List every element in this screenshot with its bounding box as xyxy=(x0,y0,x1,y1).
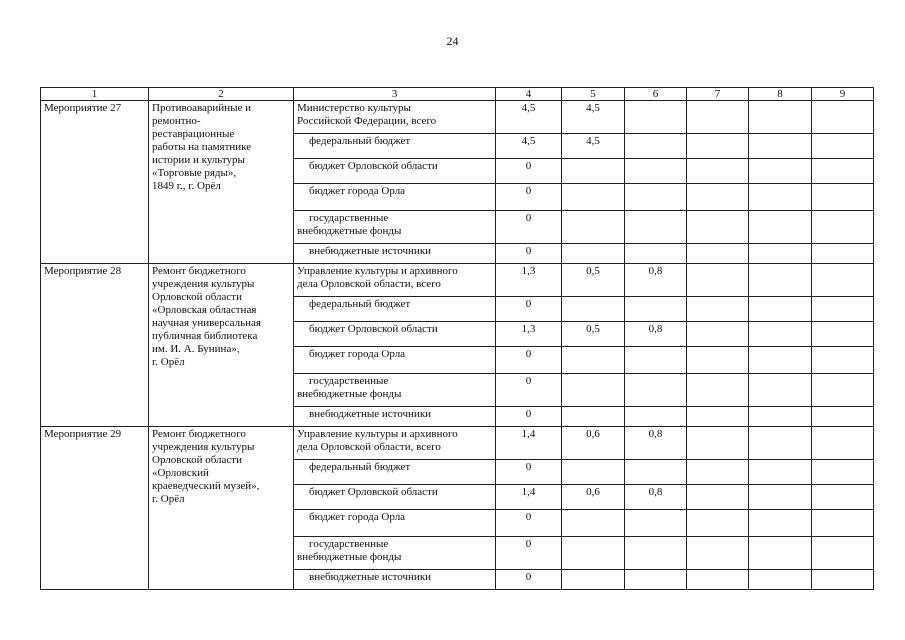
value-cell-c5 xyxy=(562,460,625,485)
funding-source-line: бюджет города Орла xyxy=(309,348,406,360)
value-cell-c4: 4,5 xyxy=(496,134,562,159)
value-cell-c9 xyxy=(812,322,874,347)
value-cell-c6 xyxy=(625,134,687,159)
funding-source-line: Управление культуры и архивного xyxy=(297,265,458,277)
description-line: 1849 г., г. Орёл xyxy=(152,180,221,192)
value-cell-c4: 0 xyxy=(496,510,562,537)
funding-source-line: внебюджетные фонды xyxy=(297,388,402,400)
value-cell-c8 xyxy=(749,244,812,264)
value-cell-c9 xyxy=(812,184,874,211)
value-cell-c8 xyxy=(749,510,812,537)
funding-source xyxy=(294,427,496,460)
description-line: г. Орёл xyxy=(152,493,185,505)
description-line: г. Орёл xyxy=(152,356,185,368)
value-cell-c6 xyxy=(625,347,687,374)
description-line: «Торговые ряды», xyxy=(152,167,237,179)
value-cell-c6: 0,8 xyxy=(625,264,687,297)
value-cell-c6 xyxy=(625,244,687,264)
funding-source-line: Управление культуры и архивного xyxy=(297,428,458,440)
funding-source-line: государственные xyxy=(309,375,389,387)
funding-source xyxy=(294,460,496,485)
value-cell-c8 xyxy=(749,297,812,322)
value-cell-c7 xyxy=(687,570,749,590)
value-cell-c8 xyxy=(749,322,812,347)
value-cell-c4: 1,4 xyxy=(496,427,562,460)
value-cell-c8 xyxy=(749,485,812,510)
value-cell-c7 xyxy=(687,460,749,485)
value-cell-c5 xyxy=(562,374,625,407)
value-cell-c5 xyxy=(562,159,625,184)
description-line: реставрационные xyxy=(152,128,235,140)
column-header-5: 5 xyxy=(562,88,625,101)
value-cell-c7 xyxy=(687,427,749,460)
funding-source-line: дела Орловской области, всего xyxy=(297,278,441,290)
funding-source xyxy=(294,485,496,510)
table-row xyxy=(41,101,874,134)
funding-source-line: бюджет города Орла xyxy=(309,511,406,523)
value-cell-c9 xyxy=(812,374,874,407)
funding-source xyxy=(294,101,496,134)
header-row xyxy=(41,88,874,101)
column-header-3: 3 xyxy=(294,88,496,101)
value-cell-c8 xyxy=(749,211,812,244)
funding-source xyxy=(294,244,496,264)
value-cell-c5: 0,5 xyxy=(562,264,625,297)
value-cell-c9 xyxy=(812,134,874,159)
value-cell-c9 xyxy=(812,407,874,427)
description-line: ремонтно- xyxy=(152,115,201,127)
value-cell-c7 xyxy=(687,264,749,297)
event-description xyxy=(149,427,294,590)
description-line: учреждения культуры xyxy=(152,278,255,290)
funding-source xyxy=(294,211,496,244)
description-line: «Орловский xyxy=(152,467,209,479)
funding-source-line: внебюджетные фонды xyxy=(297,225,402,237)
value-cell-c7 xyxy=(687,101,749,134)
funding-source xyxy=(294,537,496,570)
column-header-2: 2 xyxy=(149,88,294,101)
funding-source xyxy=(294,570,496,590)
description-line: краеведческий музей», xyxy=(152,480,260,492)
column-header-9: 9 xyxy=(812,88,874,101)
funding-source-line: государственные xyxy=(309,212,389,224)
value-cell-c8 xyxy=(749,570,812,590)
description-line: Орловской области xyxy=(152,454,242,466)
funding-source xyxy=(294,322,496,347)
value-cell-c4: 0 xyxy=(496,184,562,211)
funding-source xyxy=(294,134,496,159)
column-header-6: 6 xyxy=(625,88,687,101)
value-cell-c5 xyxy=(562,570,625,590)
value-cell-c8 xyxy=(749,264,812,297)
value-cell-c5: 4,5 xyxy=(562,101,625,134)
funding-source-line: внебюджетные источники xyxy=(309,571,432,583)
description-line: Противоаварийные и xyxy=(152,102,251,114)
value-cell-c9 xyxy=(812,101,874,134)
value-cell-c5: 0,5 xyxy=(562,322,625,347)
value-cell-c6 xyxy=(625,184,687,211)
funding-source-line: государственные xyxy=(309,538,389,550)
column-header-7: 7 xyxy=(687,88,749,101)
event-description xyxy=(149,264,294,427)
value-cell-c8 xyxy=(749,134,812,159)
funding-source xyxy=(294,297,496,322)
funding-source-line: бюджет Орловской области xyxy=(309,160,438,172)
column-header-1: 1 xyxy=(41,88,149,101)
value-cell-c9 xyxy=(812,347,874,374)
value-cell-c5: 0,6 xyxy=(562,427,625,460)
value-cell-c9 xyxy=(812,570,874,590)
value-cell-c6 xyxy=(625,407,687,427)
value-cell-c7 xyxy=(687,485,749,510)
value-cell-c7 xyxy=(687,322,749,347)
value-cell-c4: 1,3 xyxy=(496,264,562,297)
value-cell-c4: 0 xyxy=(496,537,562,570)
description-line: Ремонт бюджетного xyxy=(152,265,246,277)
value-cell-c5 xyxy=(562,211,625,244)
event-name: Мероприятие 29 xyxy=(41,427,149,590)
value-cell-c8 xyxy=(749,407,812,427)
value-cell-c9 xyxy=(812,244,874,264)
description-line: научная универсальная xyxy=(152,317,261,329)
funding-source xyxy=(294,159,496,184)
funding-source-line: внебюджетные источники xyxy=(309,408,432,420)
value-cell-c9 xyxy=(812,264,874,297)
description-line: работы на памятнике xyxy=(152,141,252,153)
page-number: 24 xyxy=(446,34,459,48)
value-cell-c7 xyxy=(687,374,749,407)
funding-source-line: бюджет Орловской области xyxy=(309,323,438,335)
value-cell-c7 xyxy=(687,244,749,264)
value-cell-c6 xyxy=(625,101,687,134)
value-cell-c4: 0 xyxy=(496,159,562,184)
value-cell-c6 xyxy=(625,297,687,322)
value-cell-c6: 0,8 xyxy=(625,322,687,347)
funding-source xyxy=(294,510,496,537)
value-cell-c5 xyxy=(562,244,625,264)
value-cell-c8 xyxy=(749,427,812,460)
value-cell-c6 xyxy=(625,374,687,407)
table-row xyxy=(41,427,874,460)
value-cell-c4: 0 xyxy=(496,570,562,590)
value-cell-c6: 0,8 xyxy=(625,485,687,510)
value-cell-c7 xyxy=(687,537,749,570)
funding-source xyxy=(294,184,496,211)
value-cell-c9 xyxy=(812,427,874,460)
value-cell-c4: 0 xyxy=(496,347,562,374)
value-cell-c7 xyxy=(687,134,749,159)
value-cell-c7 xyxy=(687,297,749,322)
value-cell-c4: 1,4 xyxy=(496,485,562,510)
value-cell-c5 xyxy=(562,184,625,211)
funding-source-line: федеральный бюджет xyxy=(309,461,411,473)
value-cell-c6 xyxy=(625,159,687,184)
funding-source-line: Министерство культуры xyxy=(297,102,411,114)
description-line: «Орловская областная xyxy=(152,304,257,316)
value-cell-c6 xyxy=(625,510,687,537)
value-cell-c7 xyxy=(687,184,749,211)
funding-source xyxy=(294,264,496,297)
value-cell-c8 xyxy=(749,374,812,407)
event-name: Мероприятие 27 xyxy=(41,101,149,264)
value-cell-c9 xyxy=(812,460,874,485)
value-cell-c8 xyxy=(749,159,812,184)
column-header-8: 8 xyxy=(749,88,812,101)
description-line: учреждения культуры xyxy=(152,441,255,453)
budget-table xyxy=(40,87,874,590)
value-cell-c7 xyxy=(687,211,749,244)
funding-source-line: внебюджетные фонды xyxy=(297,551,402,563)
table-row xyxy=(41,264,874,297)
value-cell-c7 xyxy=(687,347,749,374)
value-cell-c4: 0 xyxy=(496,460,562,485)
funding-source xyxy=(294,407,496,427)
value-cell-c5 xyxy=(562,407,625,427)
description-line: истории и культуры xyxy=(152,154,245,166)
table-body xyxy=(41,101,874,590)
funding-source-line: бюджет города Орла xyxy=(309,185,406,197)
funding-source-line: федеральный бюджет xyxy=(309,135,411,147)
value-cell-c6 xyxy=(625,537,687,570)
description-line: Орловской области xyxy=(152,291,242,303)
value-cell-c7 xyxy=(687,510,749,537)
funding-source xyxy=(294,374,496,407)
funding-source-line: Российской Федерации, всего xyxy=(297,115,437,127)
description-line: публичная библиотека xyxy=(152,330,258,342)
value-cell-c7 xyxy=(687,159,749,184)
value-cell-c4: 0 xyxy=(496,297,562,322)
value-cell-c5 xyxy=(562,537,625,570)
value-cell-c8 xyxy=(749,347,812,374)
value-cell-c5: 4,5 xyxy=(562,134,625,159)
value-cell-c5 xyxy=(562,347,625,374)
value-cell-c9 xyxy=(812,297,874,322)
value-cell-c8 xyxy=(749,101,812,134)
value-cell-c7 xyxy=(687,407,749,427)
funding-source-line: дела Орловской области, всего xyxy=(297,441,441,453)
funding-source-line: бюджет Орловской области xyxy=(309,486,438,498)
value-cell-c9 xyxy=(812,537,874,570)
value-cell-c5 xyxy=(562,297,625,322)
value-cell-c8 xyxy=(749,184,812,211)
value-cell-c6 xyxy=(625,570,687,590)
value-cell-c9 xyxy=(812,159,874,184)
funding-source-line: внебюджетные источники xyxy=(309,245,432,257)
value-cell-c4: 1,3 xyxy=(496,322,562,347)
value-cell-c4: 4,5 xyxy=(496,101,562,134)
value-cell-c5 xyxy=(562,510,625,537)
value-cell-c4: 0 xyxy=(496,244,562,264)
value-cell-c8 xyxy=(749,460,812,485)
funding-source-line: федеральный бюджет xyxy=(309,298,411,310)
value-cell-c6: 0,8 xyxy=(625,427,687,460)
value-cell-c5: 0,6 xyxy=(562,485,625,510)
value-cell-c6 xyxy=(625,211,687,244)
value-cell-c4: 0 xyxy=(496,407,562,427)
value-cell-c4: 0 xyxy=(496,374,562,407)
value-cell-c9 xyxy=(812,485,874,510)
value-cell-c9 xyxy=(812,211,874,244)
value-cell-c9 xyxy=(812,510,874,537)
funding-source xyxy=(294,347,496,374)
event-description xyxy=(149,101,294,264)
column-header-4: 4 xyxy=(496,88,562,101)
event-name: Мероприятие 28 xyxy=(41,264,149,427)
value-cell-c8 xyxy=(749,537,812,570)
value-cell-c4: 0 xyxy=(496,211,562,244)
value-cell-c6 xyxy=(625,460,687,485)
description-line: Ремонт бюджетного xyxy=(152,428,246,440)
description-line: им. И. А. Бунина», xyxy=(152,343,240,355)
